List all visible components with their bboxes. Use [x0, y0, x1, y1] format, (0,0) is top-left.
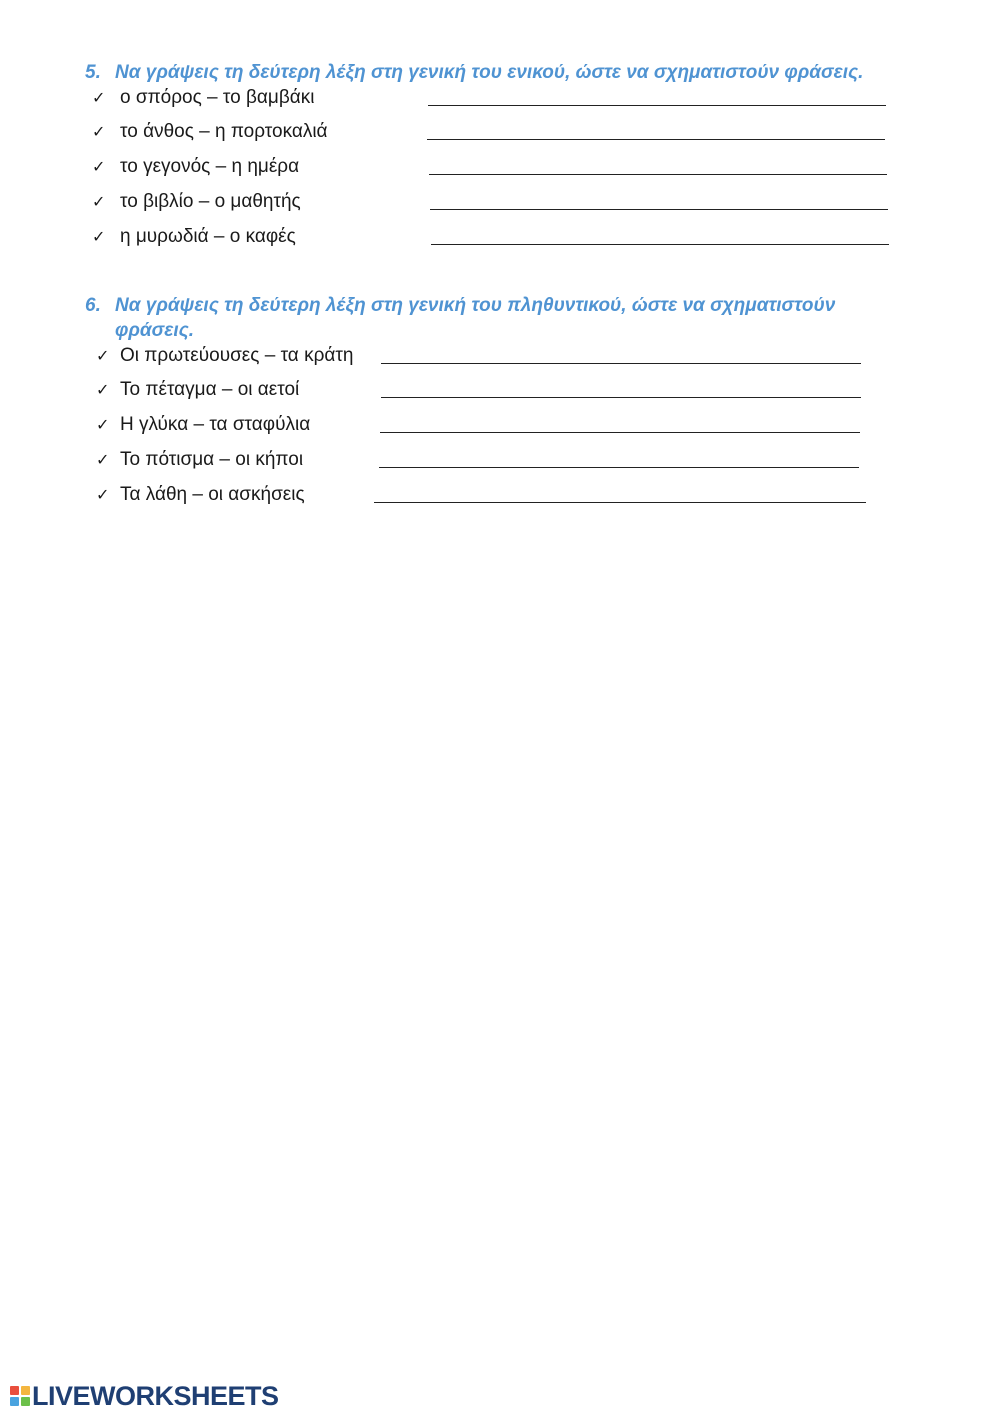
logo-text: LIVEWORKSHEETS [32, 1380, 279, 1411]
phrase-text: το γεγονός – η ημέρα [120, 156, 300, 177]
phrase-text: Η γλύκα – τα σταφύλια [120, 414, 311, 435]
phrase-text: Το πέταγμα – οι αετοί [120, 379, 300, 400]
phrase-text: το βιβλίο – ο μαθητής [120, 191, 301, 212]
question-5-number: 5. [85, 62, 101, 83]
answer-blank[interactable] [430, 209, 888, 210]
checkmark-icon: ✓ [92, 227, 106, 246]
answer-blank[interactable] [379, 467, 859, 468]
checkmark-icon: ✓ [96, 415, 110, 434]
checkmark-icon: ✓ [92, 192, 106, 211]
answer-blank[interactable] [428, 105, 886, 106]
answer-blank[interactable] [431, 244, 889, 245]
list-item [92, 225, 892, 249]
checkmark-icon: ✓ [96, 380, 110, 399]
phrase-text: το άνθος – η πορτοκαλιά [120, 121, 328, 142]
phrase-text: ο σπόρος – το βαμβάκι [120, 87, 315, 108]
phrase-text: Οι πρωτεύουσες – τα κράτη [120, 345, 354, 366]
list-item [92, 86, 892, 110]
question-6-number: 6. [85, 295, 101, 316]
list-item [92, 155, 892, 179]
list-item [96, 344, 886, 368]
checkmark-icon: ✓ [96, 450, 110, 469]
phrase-text: Τα λάθη – οι ασκήσεις [120, 484, 305, 505]
answer-blank[interactable] [374, 502, 866, 503]
checkmark-icon: ✓ [92, 157, 106, 176]
answer-blank[interactable] [381, 397, 861, 398]
answer-blank[interactable] [381, 363, 861, 364]
list-item [92, 120, 892, 144]
liveworksheets-logo [10, 1381, 279, 1411]
phrase-text: Το πότισμα – οι κήποι [120, 449, 304, 470]
phrase-text: η μυρωδιά – ο καφές [120, 226, 296, 247]
list-item [92, 190, 892, 214]
list-item [96, 413, 886, 437]
answer-blank[interactable] [427, 139, 885, 140]
list-item [96, 378, 886, 402]
checkmark-icon: ✓ [92, 122, 106, 141]
question-6-heading [85, 293, 925, 343]
answer-blank[interactable] [429, 174, 887, 175]
answer-blank[interactable] [380, 432, 860, 433]
question-6-title-line2: φράσεις. [115, 320, 195, 341]
question-5-heading [85, 60, 925, 85]
question-5-title: Να γράψεις τη δεύτερη λέξη στη γενική του ενικού, ώστε να σχηματιστούν φράσεις. [115, 62, 864, 83]
checkmark-icon: ✓ [92, 88, 106, 107]
list-item [96, 448, 886, 472]
list-item [96, 483, 886, 507]
question-6-title-line1: Να γράψεις τη δεύτερη λέξη στη γενική του πληθυντικού, ώστε να σχηματιστούν [115, 295, 836, 316]
checkmark-icon: ✓ [96, 485, 110, 504]
logo-blocks-icon [10, 1386, 30, 1406]
checkmark-icon: ✓ [96, 346, 110, 365]
